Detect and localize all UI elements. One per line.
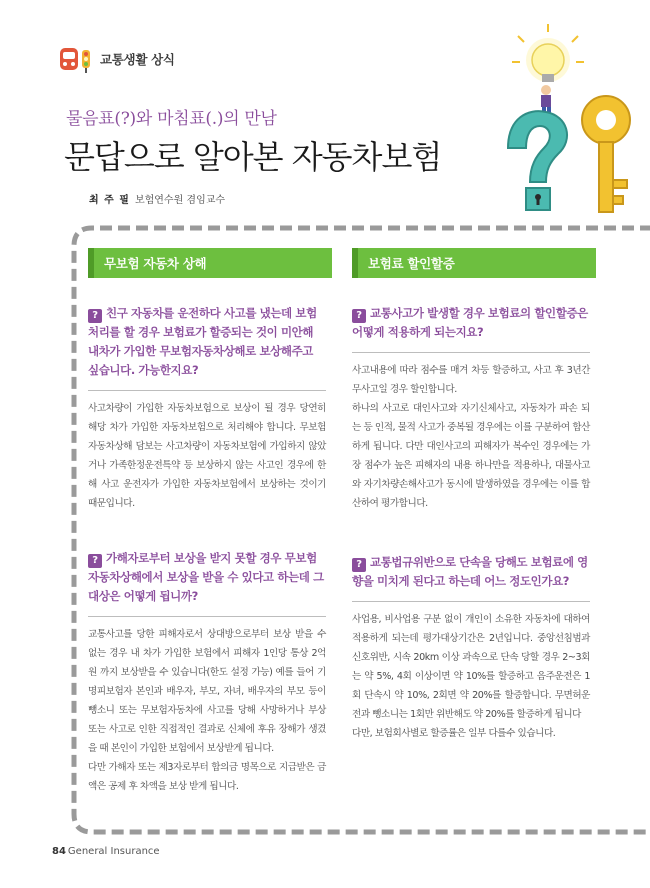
answer-4: [352, 610, 590, 743]
answer-paragraph: 사고내용에 따라 점수를 매겨 차등 할증하고, 사고 후 3년간 무사고일 경우 할인합니다.: [352, 365, 590, 395]
pre-title: 물음표(?)와 마침표(.)의 만남: [66, 109, 277, 129]
question-2: [88, 549, 326, 606]
answer-1: [88, 399, 326, 513]
divider: [352, 601, 590, 602]
question-text: 가해자로부터 보상을 받지 못할 경우 무보험자동차상해에서 보상을 받을 수 있다고 하는데 그 대상은 어떻게 됩니까?: [88, 551, 324, 603]
author-role: 보험연수원 겸임교수: [134, 195, 226, 206]
question-mark-icon: ?: [88, 554, 102, 568]
question-mark-key-lightbulb-illustration: [488, 20, 643, 225]
answer-3: [352, 361, 590, 513]
question-4: [352, 553, 590, 591]
question-text: 교통법규위반으로 단속을 당해도 보험료에 영향을 미치게 된다고 하는데 어느 정도인가요?: [352, 555, 588, 588]
question-3: [352, 304, 590, 342]
lightbulb-icon: [512, 24, 584, 82]
answer-paragraph: 다만, 보험회사별로 할증률은 일부 다를수 있습니다.: [352, 728, 556, 739]
page-title: 문답으로 알아본 자동차보험: [64, 138, 442, 176]
page-number: 84: [52, 846, 66, 857]
answer-paragraph: 교통사고를 당한 피해자로서 상대방으로부터 보상 받을 수 없는 경우 내 차가 가입한 보험에서 피해자 1인당 통상 2억 원 까지 보상받을 수 있습니다(한도 설정 가능) 예를 들어 기명피보험자 본인과 배우자, 부모, 자녀, 배우자의 부모 등이 뺑소니 또는 무보험자동차에 사고를 당해 사망하거나 부상 또는 사고로 인한 직접적인 결과로 신체에 후유 장해가 생겼을 때 본인이 가입한 보험에서 보상받게 됩니다.: [88, 629, 326, 754]
divider: [88, 616, 326, 617]
left-column: [88, 248, 326, 796]
right-column: [352, 248, 590, 743]
section-heading-premium: 보험료 할인할증: [352, 248, 596, 278]
answer-paragraph: 하나의 사고로 대인사고와 자기신체사고, 자동차가 파손 되는 등 인적, 물적 사고가 중복될 경우에는 이를 구분하여 합산하게 됩니다. 다만 대인사고의 피해자가 복수인 경우에는 가장 점수가 높은 피해자의 내용 하나만을 적용하나, 대물사고와 자기차량손해사고가 동시에 발생하였을 경우에는 이를 합산하여 평가합니다.: [352, 403, 590, 509]
answer-2: [88, 625, 326, 796]
answer-paragraph: 다만 가해자 또는 제3자로부터 합의금 명목으로 지급받은 금액은 공제 후 차액을 보상 받게 됩니다.: [88, 762, 326, 792]
divider: [88, 390, 326, 391]
question-mark-icon: ?: [88, 309, 102, 323]
author-name: 최 주 필: [89, 195, 130, 206]
question-mark-icon: ?: [352, 558, 366, 572]
question-mark-icon: ?: [352, 309, 366, 323]
question-1: [88, 304, 326, 380]
divider: [352, 352, 590, 353]
author-byline: [89, 191, 225, 206]
answer-paragraph: 사고차량이 가입한 자동차보험으로 보상이 될 경우 당연히 해당 차가 가입한 자동차보험으로 처리해야 합니다. 무보험자동차상해 담보는 사고차량이 자동차보험에 가입하지 않았거나 가족한정운전특약 등 보상하지 않는 사고인 경우에 한해 사고 운전자가 가입한 자동차보험에서 보상하는 것이기 때문입니다.: [88, 403, 326, 509]
section-heading-uninsured: 무보험 자동차 상해: [88, 248, 332, 278]
answer-paragraph: 사업용, 비사업용 구분 없이 개인이 소유한 자동차에 대하여 적용하게 되는데 평가대상기간은 2년입니다. 중앙선침범과 신호위반, 시속 20km 이상 과속으로 단속 당할 경우 2~3회는 약 5%, 4회 이상이면 약 10%를 할증하고 음주운전은 1회 단속시 약 10%, 2회면 약 20%를 할증합니다. 무면허운전과 뺑소니는 1회만 위반해도 약 20%를 할증하게 됩니다: [352, 614, 590, 720]
magazine-name: General Insurance: [67, 846, 160, 857]
key-shape: [582, 96, 630, 212]
question-text: 친구 자동차를 운전하다 사고를 냈는데 보험처리를 할 경우 보험료가 할증되는 것이 미안해 내차가 가입한 무보험자동차상해로 보상해주고 싶습니다. 가능한지요?: [88, 306, 317, 377]
traffic-light-car-icon: [58, 44, 94, 74]
question-text: 교통사고가 발생할 경우 보험료의 할인할증은 어떻게 적용하게 되는지요?: [352, 306, 588, 339]
question-mark-shape: [508, 111, 567, 210]
page-footer: [52, 846, 160, 857]
section-label: 교통생활 상식: [100, 52, 175, 67]
